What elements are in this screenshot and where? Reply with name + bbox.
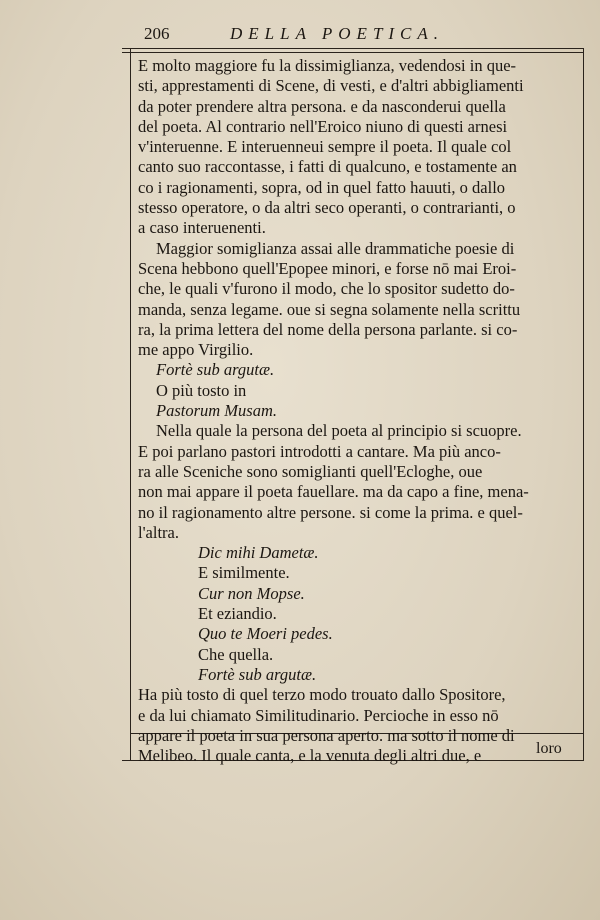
text-line: l'altra. — [138, 522, 179, 542]
text-line: Fortè sub argutæ. — [198, 664, 317, 684]
text-line: da poter prendere altra persona. e da nasconderui quella — [138, 96, 506, 116]
text-line: ra, la prima lettera del nome della persona parlante. si co- — [138, 319, 518, 339]
text-line: e da lui chiamato Similitudinario. Percioche in esso nō — [138, 705, 499, 725]
page-number: 206 — [144, 24, 170, 43]
text-line: Quo te Moeri pedes. — [198, 624, 333, 644]
text-line: Maggior somiglianza assai alle drammatiche poesie di — [156, 238, 515, 258]
text-line: del poeta. Al contrario nell'Eroico niuno di questi arnesi — [138, 116, 508, 136]
text-line: me appo Virgilio. — [138, 340, 254, 360]
text-line: E similmente. — [198, 563, 290, 583]
text-line: Fortè sub argutæ. — [156, 360, 275, 380]
text-line: Ha più tosto di quel terzo modo trouato dallo Spositore, — [138, 685, 506, 705]
text-line: ra alle Sceniche sono somiglianti quell'Ecloghe, oue — [138, 461, 483, 481]
text-line: E molto maggiore fu la dissimiglianza, vedendosi in que- — [138, 56, 517, 75]
text-line: stesso operatore, o da altri seco operanti, o contrarianti, o — [138, 198, 516, 218]
text-line: canto suo raccontasse, i fatti di qualcuno, e tostamente an — [138, 157, 517, 177]
text-line: sti, apprestamenti di Scene, di vesti, e d'altri abbigliamenti — [138, 76, 524, 96]
catchword: loro — [536, 740, 562, 757]
left-rule — [130, 48, 131, 760]
text-line: Pastorum Musam. — [156, 401, 278, 421]
text-line: Dic mihi Dametæ. — [198, 543, 319, 563]
text-line: non mai appare il poeta fauellare. ma da capo a fine, mena- — [138, 482, 529, 502]
text-line: E poi parlano pastori introdotti a cantare. Ma più anco- — [138, 441, 501, 461]
text-line: Scena hebbono quell'Epopee minori, e forse nō mai Eroi- — [138, 258, 517, 278]
text-line: Et eziandio. — [198, 604, 277, 624]
body-text — [138, 56, 584, 766]
text-line: manda, senza legame. oue si segna solamente nella scrittu — [138, 299, 521, 319]
text-line: Melibeo. Il quale canta, e la venuta degli altri due, e — [138, 746, 482, 766]
text-line: Nella quale la persona del poeta al principio si scuopre. — [156, 421, 522, 441]
text-line: no il ragionamento altre persone. si come la prima. e quel- — [138, 502, 523, 522]
text-line: a caso interuenenti. — [138, 218, 266, 238]
text-line: O più tosto in — [156, 380, 247, 400]
top-rule-inner — [122, 52, 584, 53]
running-header — [144, 22, 574, 46]
text-line: v'interuenne. E interuenneui sempre il poeta. Il quale col — [138, 137, 512, 157]
text-line: che, le quali v'furono il modo, che lo spositor sudetto do- — [138, 279, 515, 299]
text-line: Che quella. — [198, 644, 274, 664]
text-line: Cur non Mopse. — [198, 583, 305, 603]
text-line: appare il poeta in sua persona aperto. ma sotto il nome di — [138, 725, 515, 745]
text-line: co i ragionamenti, sopra, od in quel fatto hauuti, o dallo — [138, 177, 506, 197]
top-rule — [122, 48, 584, 49]
running-title: DELLA POETICA. — [230, 24, 445, 43]
